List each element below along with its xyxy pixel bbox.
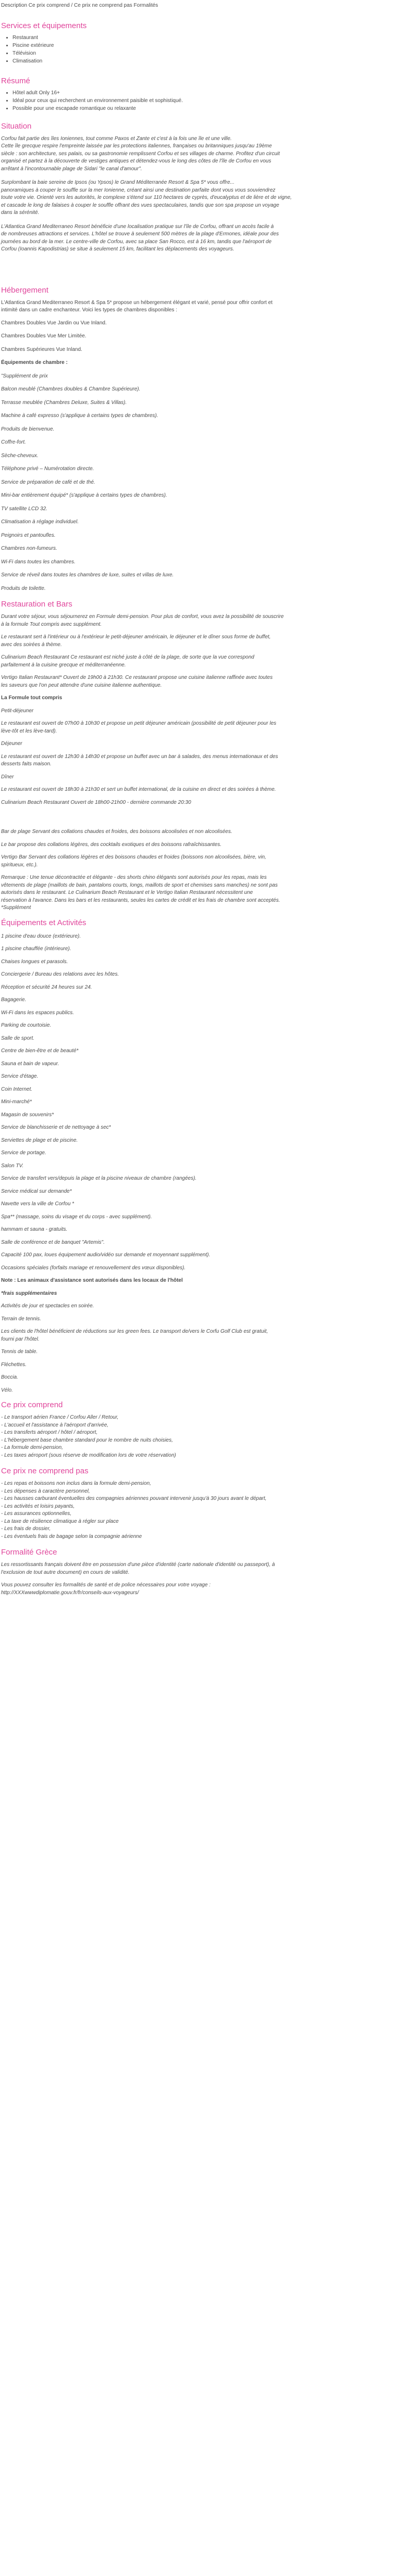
list-item: - La taxe de résilience climatique à régler sur place xyxy=(1,1518,119,1524)
list-item: - Les dépenses à caractère personnel, xyxy=(1,1488,90,1494)
equipment-item: Service de réveil dans toutes les chambres de luxe, suites et villas de luxe. xyxy=(1,572,174,578)
lunch-text xyxy=(0,753,395,768)
room-equipment-list xyxy=(0,373,395,593)
extra-fees-note: *frais supplémentaires xyxy=(1,1290,57,1296)
facility-item: Service médical sur demande* xyxy=(1,1188,72,1194)
text-line: L'Atlantica Grand Mediterraneo Resort & Spa 5* propose un hébergement élégant et varié, pensé pour offrir confort et xyxy=(1,299,273,306)
list-item: - Les repas et boissons non inclus dans la formule demi-pension, xyxy=(1,1481,151,1486)
text-line: Le bar propose des collations légères, des cocktails exotiques et des boissons rafraîchissantes. xyxy=(1,841,222,848)
facility-item: Chaises longues et parasols. xyxy=(1,958,68,965)
list-item: • Hôtel adult Only 16+ xyxy=(13,89,395,97)
text-line: autorisés dans le restaurant. Le Culinarium Beach Restaurant et le Vertigo Italian Restaurant nécessitent une xyxy=(1,890,253,895)
services-list xyxy=(0,34,395,65)
text-line: de nombreuses attractions et services. L'hôtel se trouve à seulement 500 mètres de la plage d'Ermones, idéale pour des xyxy=(1,231,279,237)
bars-text xyxy=(0,828,395,869)
equipment-item: Coffre-fort. xyxy=(1,439,26,445)
text-line: lève-tôt et les lève-tard). xyxy=(1,728,57,734)
breakfast-text xyxy=(0,720,395,735)
section-price-excludes xyxy=(0,1467,395,1540)
text-line: vêtements de plage (maillots de bain, pantalons courts, longs, maillots de sport et chemises sans manches) ne sont pas xyxy=(1,882,278,888)
text-line: Corfou fait partie des îles Ioniennes, tout comme Paxos et Zante et c'est à la fois une île et une ville. xyxy=(1,135,232,142)
equipment-item: Chambres non-fumeurs. xyxy=(1,546,57,551)
text-line: et cascade le long de falaises à couper le souffle offrant des vues spectaculaires, tandis que son spa propose un voyage xyxy=(1,202,279,208)
text-line: l'exclusion de tout autre document) en cours de validité. xyxy=(1,1569,130,1575)
text-line: Culinarium Beach Restaurant Ce restaurant est niché juste à côté de la plage, de sorte que la vue correspond xyxy=(1,654,254,660)
equipment-item: Produits de toilette. xyxy=(1,585,46,591)
facility-item: Terrain de tennis. xyxy=(1,1316,41,1322)
list-item: - L'accueil et l'assistance à l'aéroport d'arrivée, xyxy=(1,1422,109,1428)
text-line: réservation à l'avance. Dans les bars et les restaurants, seules les cartes de crédit et les frais de chambre sont acceptés. xyxy=(1,897,280,903)
text-line: *Supplément xyxy=(1,905,31,911)
list-item: • Télévision xyxy=(13,49,395,57)
restauration-paragraph xyxy=(0,674,395,689)
equipment-item: Terrasse meublée (Chambres Deluxe, Suites & Villas). xyxy=(1,399,127,406)
text-line: journées au bord de la mer. Le centre-ville de Corfou, avec sa place San Rocco, est à 16 km, tandis que l'aéroport de xyxy=(1,238,272,245)
equipment-item: Sèche-cheveux. xyxy=(1,452,39,459)
facility-item: Occasions spéciales (forfaits mariage et renouvellement des vœux disponibles). xyxy=(1,1265,186,1271)
section-price-includes xyxy=(0,1400,395,1459)
facility-item: Serviettes de plage et de piscine. xyxy=(1,1137,78,1143)
equipment-item: Service de préparation de café et de thé. xyxy=(1,479,95,485)
text-line: Corfou (Ioannis Kapodistrias) se situe à seulement 15 km, facilitant les déplacements des voyageurs. xyxy=(1,246,234,252)
text-line: Vous pouvez consulter les formalités de santé et de police nécessaires pour votre voyage : xyxy=(1,1582,211,1588)
price-excludes-title: Ce prix ne comprend pas xyxy=(1,1467,89,1475)
text-line: panoramiques à couper le souffle sur la mer Ionienne, créant ainsi une destination parfaite dont vous vous souviendrez xyxy=(1,187,276,193)
formalites-paragraph xyxy=(0,1582,395,1597)
facility-item: Coin Internet. xyxy=(1,1086,33,1092)
top-nav-line: Description Ce prix comprend / Ce prix ne comprend pas Formalités xyxy=(1,3,158,8)
text-line: spiritueux, etc.). xyxy=(1,862,38,868)
facility-item: Salle de sport. xyxy=(1,1035,34,1041)
restauration-paragraph xyxy=(0,613,395,628)
list-item: • Restaurant xyxy=(13,34,395,42)
text-line: Vertigo Italian Restaurant* Ouvert de 19h00 à 21h30. Ce restaurant propose une cuisine italienne raffinée avec toutes xyxy=(1,675,273,680)
equipment-item: Téléphone privé – Numérotation directe. xyxy=(1,466,94,472)
facility-item: Conciergerie / Bureau des relations avec les hôtes. xyxy=(1,971,119,977)
section-situation xyxy=(0,122,395,254)
situation-paragraph-3 xyxy=(0,223,395,254)
room-type: Chambres Supérieures Vue Inland. xyxy=(1,346,82,352)
facility-item: Activités de jour et spectacles en soirée. xyxy=(1,1303,94,1309)
facility-item: Salle de conférence et de banquet "Artemis". xyxy=(1,1239,105,1245)
section-services xyxy=(0,21,395,65)
formalites-paragraph xyxy=(0,1561,395,1576)
restauration-title: Restauration et Bars xyxy=(1,600,72,609)
list-item: - Les activités et loisirs payants, xyxy=(1,1503,75,1509)
facility-item: Parking de courtoisie. xyxy=(1,1022,52,1028)
section-restauration xyxy=(0,600,395,912)
restauration-paragraph xyxy=(0,634,395,649)
facility-item: Réception et sécurité 24 heures sur 24. xyxy=(1,984,92,990)
price-excludes-list xyxy=(0,1480,395,1540)
facility-item: Magasin de souvenirs* xyxy=(1,1112,54,1118)
section-equipements xyxy=(0,918,395,1395)
facility-item: 1 piscine d'eau douce (extérieure). xyxy=(1,933,81,939)
facility-item: Tennis de table. xyxy=(1,1349,38,1355)
equipment-item: Mini-bar entièrement équipé* (s'applique à certains types de chambres). xyxy=(1,493,167,498)
equipment-item: Produits de bienvenue. xyxy=(1,426,55,432)
list-item: - La formule demi-pension, xyxy=(1,1445,63,1450)
list-item: - Les transferts aéroport / hôtel / aéroport, xyxy=(1,1430,98,1435)
text-line: Le restaurant est ouvert de 12h30 à 14h30 et propose un buffet avec un bar à salades, des menus internationaux et des xyxy=(1,753,278,760)
facility-item: Service de blanchisserie et de nettoyage à sec* xyxy=(1,1125,111,1130)
room-equipment-title: Équipements de chambre : xyxy=(1,360,68,365)
text-line: dans la sérénité. xyxy=(1,210,40,216)
list-item: - Le transport aérien France / Corfou Aller / Retour, xyxy=(1,1415,119,1420)
facility-item: Sauna et bain de vapeur. xyxy=(1,1060,59,1067)
facility-item: Service d'étage. xyxy=(1,1074,39,1079)
text-line: fourni par l'hôtel. xyxy=(1,1336,40,1342)
text-line: toute votre vie. Orienté vers les autorités, le complexe s'étend sur 110 hectares de cyprès, d'eucalyptus et de lière et de vigne, xyxy=(1,195,292,200)
text-line: Surplombant la baie sereine de Ipsos (ou Ypsos) le Grand Méditerranée Resort & Spa 5* vous offre... xyxy=(1,180,234,185)
dinner-title: Dîner xyxy=(1,774,14,780)
list-item: • Idéal pour ceux qui recherchent un environnement paisible et sophistiqué. xyxy=(13,97,395,105)
text-line: siècle : son architecture, ses palais, ou sa gastronomie remplissent Corfou et ses villages de charme. Profitez d'un circuit xyxy=(1,150,280,157)
facility-item: Navette vers la ville de Corfou * xyxy=(1,1201,75,1207)
resume-list xyxy=(0,89,395,112)
equipment-item: "Supplément de prix xyxy=(1,373,48,379)
services-title: Services et équipements xyxy=(1,21,87,30)
facility-item: Fléchettes. xyxy=(1,1361,27,1368)
section-formalites xyxy=(0,1548,395,1597)
facility-item: Centre de bien-être et de beauté* xyxy=(1,1048,79,1054)
text-line: Le restaurant sert à l'intérieur ou à l'extérieur le petit-déjeuner américain, le déjeuner et le dîner sous forme de buffet, xyxy=(1,634,271,640)
text-line: les saveurs que l'on peut attendre d'une cuisine italienne authentique. xyxy=(1,682,162,688)
text-line: Remarque : Une tenue décontractée et élégante - des shorts chino élégants sont autorisés pour les repas, mais les xyxy=(1,875,267,880)
restauration-paragraph xyxy=(0,654,395,669)
list-item: - Les éventuels frais de bagage selon la compagnie aérienne xyxy=(1,1533,142,1539)
text-line: desserts faits maison. xyxy=(1,761,52,767)
text-line: Culinarium Beach Restaurant Ouvert de 18h00-21h00 - dernière commande 20:30 xyxy=(1,799,191,805)
equipment-item: TV satellite LCD 32. xyxy=(1,506,47,512)
situation-paragraph-1 xyxy=(0,135,395,173)
facility-item: Salon TV. xyxy=(1,1163,24,1169)
text-line: Vertigo Bar Servant des collations légères et des boissons chaudes et froides (boissons non alcoolisées, bière, vin, xyxy=(1,854,266,860)
diplomatie-link[interactable]: http://XXXwwwdiplomatie.gouv.fr/fr/conseils-aux-voyageurs/ xyxy=(1,1589,139,1596)
room-type: Chambres Doubles Vue Mer Limitée. xyxy=(1,333,87,339)
golf-note xyxy=(0,1328,395,1343)
text-line: Bar de plage Servant des collations chaudes et froides, des boissons alcoolisées et non alcoolisées. xyxy=(1,829,232,835)
equipment-item: Peignoirs et pantoufles. xyxy=(1,532,56,538)
text-line: parfaitement à la cuisine grecque et méditerranéenne. xyxy=(1,662,126,668)
equipment-item: Climatisation à réglage individuel. xyxy=(1,519,79,525)
facility-item: Service de transfert vers/depuis la plage et la piscine niveaux de chambre (rangées). xyxy=(1,1176,197,1181)
text-line: Les ressortissants français doivent être en possession d'une pièce d'identité (carte nationale d'identité ou passeport), à xyxy=(1,1562,275,1568)
section-hebergement xyxy=(0,286,395,593)
resume-title: Résumé xyxy=(1,76,30,85)
text-line: avec des soirées à thème. xyxy=(1,641,62,648)
facility-item: Service de portage. xyxy=(1,1150,46,1156)
list-item: • Possible pour une escapade romantique ou relaxante xyxy=(13,105,395,112)
list-item: • Piscine extérieure xyxy=(13,42,395,49)
text-line: L'Atlantica Grand Mediterraneo Resort bénéficie d'une localisation pratique sur l'île de Corfou, offrant un accès facile à xyxy=(1,223,274,230)
facilities-list xyxy=(0,933,395,1395)
room-type: Chambres Doubles Vue Jardin ou Vue Inland. xyxy=(1,320,107,326)
list-item: - Les assurances optionnelles, xyxy=(1,1511,72,1517)
facility-item: Boccia. xyxy=(1,1374,18,1380)
dinner-text xyxy=(0,786,395,806)
price-includes-title: Ce prix comprend xyxy=(1,1400,63,1409)
facility-item: Spa** (massage, soins du visage et du corps - avec supplément). xyxy=(1,1214,152,1220)
dress-code-note xyxy=(0,874,395,912)
facility-item: Bagagerie. xyxy=(1,997,27,1003)
situation-title: Situation xyxy=(1,121,32,131)
text-line: Le restaurant est ouvert de 18h30 à 21h30 et sert un buffet international, de la cuisine en direct et des soirées à thème. xyxy=(1,787,276,792)
formalites-title: Formalité Grèce xyxy=(1,1548,57,1557)
hebergement-intro xyxy=(0,299,395,314)
list-item: - Les hausses carburant éventuelles des compagnies aériennes pouvant intervenir jusqu'à 30 jours avant le départ, xyxy=(1,1496,267,1501)
text-line: arrêtant à l'incontournable plage de Sidari "le canal d'amour". xyxy=(1,166,142,172)
all-inclusive-title: La Formule tout compris xyxy=(1,695,63,701)
list-item: - L'hébergement base chambre standard pour le nombre de nuits choisies, xyxy=(1,1437,173,1443)
equipment-item: Balcon meublé (Chambres doubles & Chambre Supérieure). xyxy=(1,386,141,392)
facility-item: Vélo. xyxy=(1,1387,13,1393)
list-item: • Climatisation xyxy=(13,57,395,65)
text-line: Cette île grecque respire l'empreinte laissée par les protections italiennes, françaises ou britanniques jusqu'au 19ème xyxy=(1,143,272,149)
situation-paragraph-2 xyxy=(0,179,395,217)
text-line: à la formule Tout compris avec supplément. xyxy=(1,621,102,627)
facility-item: hammam et sauna - gratuits. xyxy=(1,1227,68,1232)
facility-item: Capacité 100 pax, loues équipement audio/vidéo sur demande et moyennant supplément). xyxy=(1,1252,211,1258)
text-line: Les clients de l'hôtel bénéficient de réductions sur les green fees. Le transport de/vers le Corfu Golf Club est gratuit, xyxy=(1,1329,268,1334)
facility-item: Mini-marché* xyxy=(1,1099,32,1105)
service-animals-note: Note : Les animaux d'assistance sont autorisés dans les locaux de l'hôtel xyxy=(1,1278,183,1283)
text-line: intimité dans un cadre enchanteur. Voici les types de chambres disponibles : xyxy=(1,307,177,313)
text-line: organisé et partez à la découverte de vestiges antiques et détendez-vous le long des côtes de l'île de Corfou en vous xyxy=(1,158,271,164)
text-line: Durant votre séjour, vous séjournerez en Formule demi-pension. Pour plus de confort, vous avez la possibilité de souscrire xyxy=(1,614,284,620)
list-item: - Les taxes aéroport (sous réserve de modification lors de votre réservation) xyxy=(1,1452,176,1458)
price-includes-list xyxy=(0,1414,395,1459)
equipment-item: Machine à café expresso (s'applique à certains types de chambres). xyxy=(1,413,158,419)
facility-item: 1 piscine chauffée (intérieure). xyxy=(1,946,71,952)
list-item: - Les frais de dossier, xyxy=(1,1526,51,1532)
hebergement-title: Hébergement xyxy=(1,285,48,295)
breakfast-title: Petit-déjeuner xyxy=(1,708,34,714)
section-resume xyxy=(0,77,395,112)
equipements-title: Équipements et Activités xyxy=(1,918,87,927)
equipment-item: Wi-Fi dans toutes les chambres. xyxy=(1,559,76,565)
lunch-title: Déjeuner xyxy=(1,741,22,747)
facility-item: Wi-Fi dans les espaces publics. xyxy=(1,1009,74,1016)
text-line: Le restaurant est ouvert de 07h00 à 10h30 et propose un petit déjeuner américain (possibilité de petit déjeuner pour les xyxy=(1,721,277,726)
